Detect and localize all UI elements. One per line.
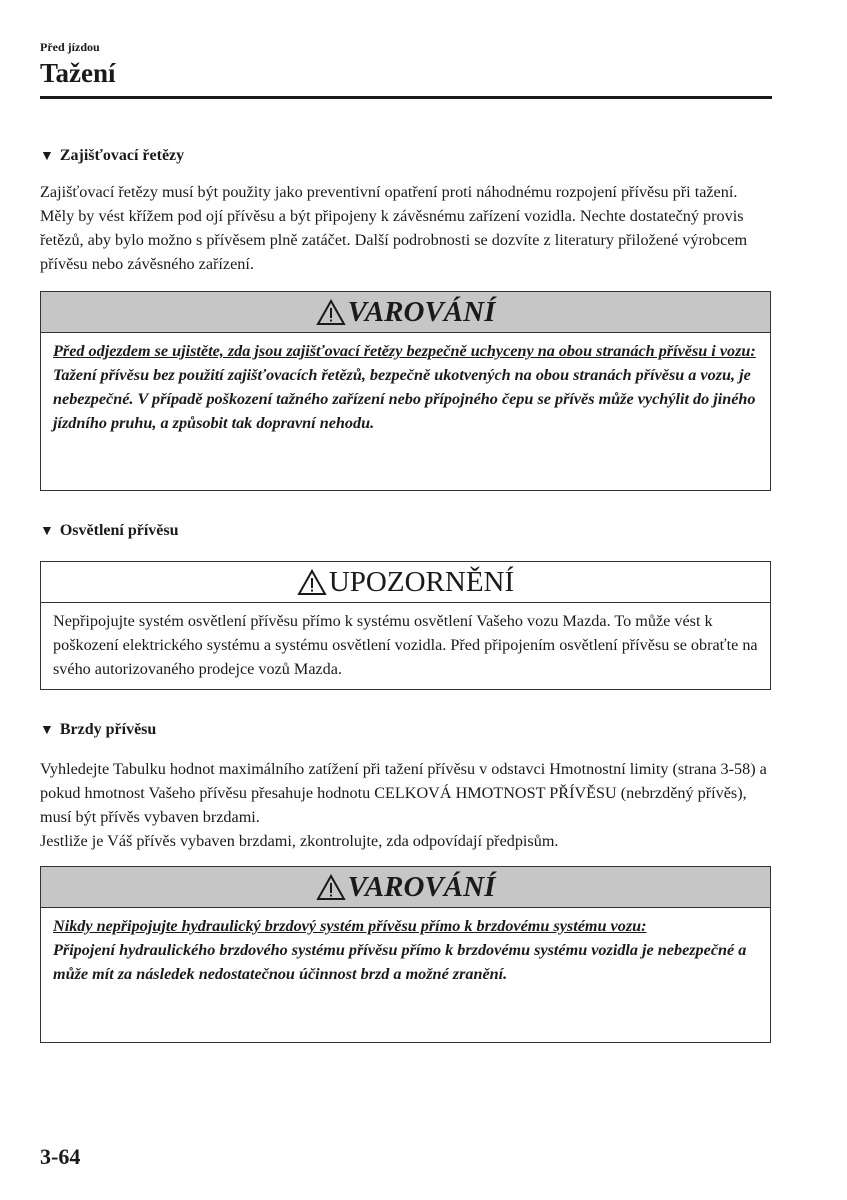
page-title: Tažení xyxy=(40,58,116,88)
caution-box-title: UPOZORNĚNÍ xyxy=(328,566,515,598)
warning-box-safety-chains xyxy=(40,291,771,491)
caution-box-header xyxy=(41,562,770,603)
warning-lead: Před odjezdem se ujistěte, zda jsou zajišťovací řetězy bezpečně uchyceny na obou stranách přívěsu i vozu: xyxy=(53,342,756,360)
warning-box-trailer-brakes xyxy=(40,866,771,1043)
warning-box-title: VAROVÁNÍ xyxy=(347,871,496,903)
warning-triangle-icon xyxy=(316,299,346,326)
section-heading-trailer-brakes xyxy=(40,720,156,741)
warning-box-header xyxy=(41,867,770,908)
paragraph-safety-chains: Zajišťovací řetězy musí být použity jako preventivní opatření proti náhodnému rozpojení přívěsu při tažení. Měly by vést křížem pod ojí přívěsu a být připojeny k závěsnému zařízení vozidla. Nechte dostatečný provis řetězů, aby bylo možno s přívěsem plně zatáčet. Další podrobnosti se dozvíte z literatury přiložené výrobcem přívěsu nebo závěsného zařízení. xyxy=(40,183,748,273)
triangle-down-icon: ▼ xyxy=(40,149,54,164)
warning-box-header xyxy=(41,292,770,333)
section-heading-label: Osvětlení přívěsu xyxy=(59,522,179,539)
warning-box-title: VAROVÁNÍ xyxy=(347,296,496,328)
warning-text: Připojení hydraulického brzdového systému přívěsu přímo k brzdovému systému vozidla je nebezpečné a může mít za následek nedostatečnou účinnost brzd a možné zranění. xyxy=(53,941,747,983)
warning-triangle-icon xyxy=(297,569,327,596)
warning-box-body xyxy=(41,333,770,443)
caution-box-trailer-lights xyxy=(40,561,771,690)
section-heading-safety-chains xyxy=(40,146,184,167)
caution-box-body xyxy=(41,603,770,689)
section-heading-label: Zajišťovací řetězy xyxy=(59,147,185,164)
triangle-down-icon: ▼ xyxy=(40,524,54,539)
title-divider xyxy=(40,96,772,99)
paragraph-trailer-brakes-check: Jestliže je Váš přívěs vybaven brzdami, zkontrolujte, zda odpovídají předpisům. xyxy=(40,832,559,850)
warning-text: Tažení přívěsu bez použití zajišťovacích řetězů, bezpečně ukotvených na obou stranách přívěsu a vozu, je nebezpečné. V případě poškození tažného zařízení nebo přípojného čepu se přívěs může vychýlit do jiného jízdního pruhu, a způsobit tak dopravní nehodu. xyxy=(53,366,756,432)
warning-box-body xyxy=(41,908,770,994)
paragraph-trailer-brakes: Vyhledejte Tabulku hodnot maximálního zatížení při tažení přívěsu v odstavci Hmotnostní limity (strana 3-58) a pokud hmotnost Vašeho přívěsu přesahuje hodnotu CELKOVÁ HMOTNOST PŘÍVĚSU (nebrzděný přívěs), musí být přívěs vybaven brzdami. xyxy=(40,760,767,826)
breadcrumb: Před jízdou xyxy=(40,40,100,54)
caution-text: Nepřipojujte systém osvětlení přívěsu přímo k systému osvětlení Vašeho vozu Mazda. To může vést k poškození elektrického systému a systému osvětlení vozidla. Před připojením osvětlení přívěsu se obraťte na svého autorizovaného prodejce vozů Mazda. xyxy=(53,612,758,678)
triangle-down-icon: ▼ xyxy=(40,723,54,738)
warning-lead: Nikdy nepřipojujte hydraulický brzdový systém přívěsu přímo k brzdovému systému vozu: xyxy=(53,917,647,935)
section-heading-trailer-lights xyxy=(40,521,179,542)
page-number: 3-64 xyxy=(40,1144,81,1169)
section-heading-label: Brzdy přívěsu xyxy=(59,721,157,738)
warning-triangle-icon xyxy=(316,874,346,901)
